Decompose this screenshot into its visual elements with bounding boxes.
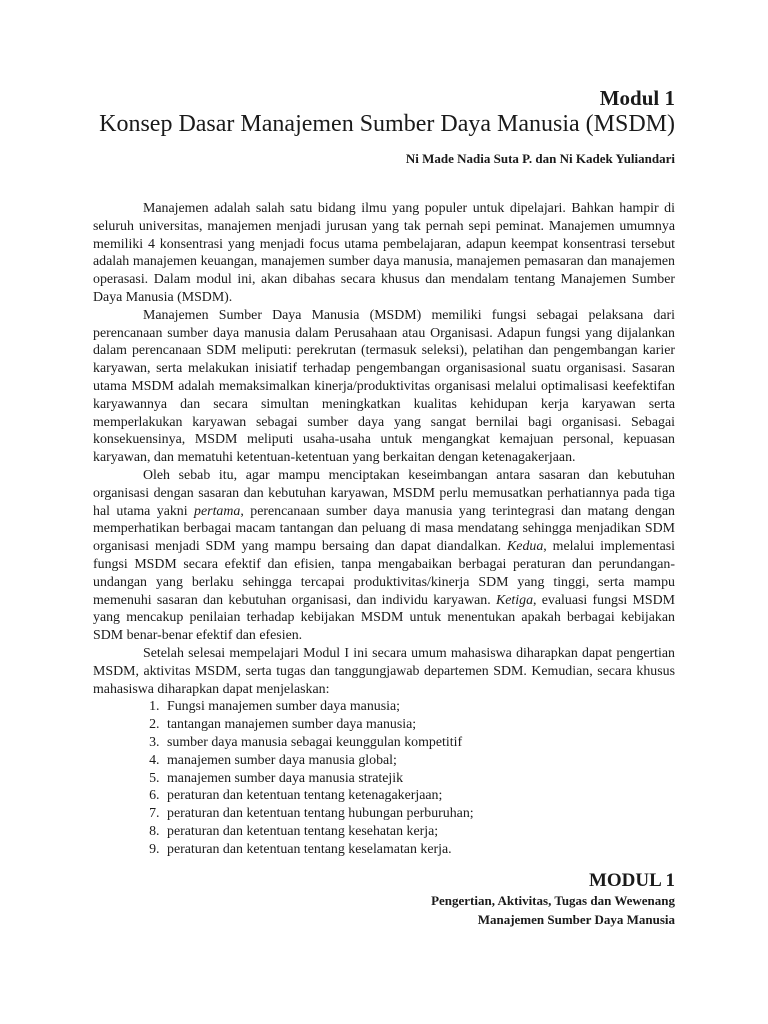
objectives-list [93,698,675,858]
paragraph-4: Setelah selesai mempelajari Modul I ini secara umum mahasiswa diharapkan dapat pengertian MSDM, aktivitas MSDM, serta tugas dan tanggungjawab departemen SDM. Kemudian, secara khusus mahasiswa diharapkan dapat menjelaskan: [93,645,675,697]
list-item: 9. peraturan dan ketentuan tentang keselamatan kerja. [163,841,675,859]
paragraph-3: Oleh sebab itu, agar mampu menciptakan keseimbangan antara sasaran dan kebutuhan organisasi dengan sasaran dan kebutuhan karyawan, MSDM perlu memusatkan perhatiannya pada tiga hal utama yakni pertama, perencanaan sumber daya manusia yang terintegrasi dan matang dengan memperhatikan berbagai macam tantangan dan peluang di masa mendatang sehingga menjadikan SDM organisasi menjadi SDM yang mampu bersaing dan dapat diandalkan. Kedua, melalui implementasi fungsi MSDM secara efektif dan efisien, tanpa mengabaikan berbagai peraturan dan perundangan-undangan yang berlaku sehingga tercapai produktivitas/kinerja SDM yang tinggi, serta mampu memenuhi sasaran dan kebutuhan organisasi, dan individu karyawan. Ketiga, evaluasi fungsi MSDM yang mencakup penilaian terhadap kebijakan MSDM untuk menentukan apakah berbagai kebijakan SDM benar-benar efektif dan efesien. [93,467,676,644]
list-item: 4. manajemen sumber daya manusia global; [163,752,675,770]
list-item: 2. tantangan manajemen sumber daya manusia; [163,716,675,734]
list-item: 7. peraturan dan ketentuan tentang hubungan perburuhan; [163,805,675,823]
authors: Ni Made Nadia Suta P. dan Ni Kadek Yuliandari [405,151,675,166]
module-number: Modul 1 [599,86,675,110]
list-item: 5. manajemen sumber daya manusia stratejik [163,770,675,788]
body-text [93,200,675,858]
emphasis-kedua: Kedua [507,539,544,555]
emphasis-pertama: pertama [194,503,241,519]
footer-subtitle-1: Pengertian, Aktivitas, Tugas dan Wewenang [431,893,675,908]
paragraph-2: Manajemen Sumber Daya Manusia (MSDM) memiliki fungsi sebagai pelaksana dari perencanaan sumber daya manusia dalam Perusahaan atau Organisasi. Adapun fungsi yang dijalankan dalam perencanaan SDM meliputi: perekrutan (termasuk seleksi), pelatihan dan pengembangan karier karyawan, serta melakukan inisiatif terhadap pengembangan organisasional suatu organisasi. Sasaran utama MSDM adalah memaksimalkan kinerja/produktivitas organisasi melalui optimalisasi keefektifan karyawannya dan secara simultan meningkatkan kualitas kehidupan kerja karyawan serta memperlakukan karyawan sebagai sumber daya yang sangat bernilai bagi organisasi. Sebagai konsekuensinya, MSDM meliputi usaha-usaha untuk mengangkat kemajuan personal, kepuasan karyawan, dan mematuhi ketentuan-ketentuan yang berkaitan dengan ketenagakerjaan. [93,307,675,466]
footer-module: MODUL 1 [588,870,675,891]
footer-subtitle-2: Manajemen Sumber Daya Manusia [477,912,675,927]
list-item: 3. sumber daya manusia sebagai keunggulan kompetitif [163,734,675,752]
list-item: 6. peraturan dan ketentuan tentang ketenagakerjaan; [163,787,675,805]
page-title: Konsep Dasar Manajemen Sumber Daya Manusia (MSDM) [99,111,675,137]
list-item: 1. Fungsi manajemen sumber daya manusia; [163,698,675,716]
list-item: 8. peraturan dan ketentuan tentang kesehatan kerja; [163,823,675,841]
emphasis-ketiga: Ketiga [495,592,534,608]
paragraph-1: Manajemen adalah salah satu bidang ilmu yang populer untuk dipelajari. Bahkan hampir di seluruh universitas, manajemen menjadi jurusan yang tak pernah sepi peminat. Manajemen umumnya memiliki 4 konsentrasi yang menjadi focus utama pembelajaran, adapun keempat konsentrasi tersebut adalah manajemen keuangan, manajemen sumber daya manusia, manajemen pemasaran dan manajemen operasasi. Dalam modul ini, akan dibahas secara khusus dan mendalam tentang Manajemen Sumber Daya Manusia (MSDM). [93,201,675,305]
